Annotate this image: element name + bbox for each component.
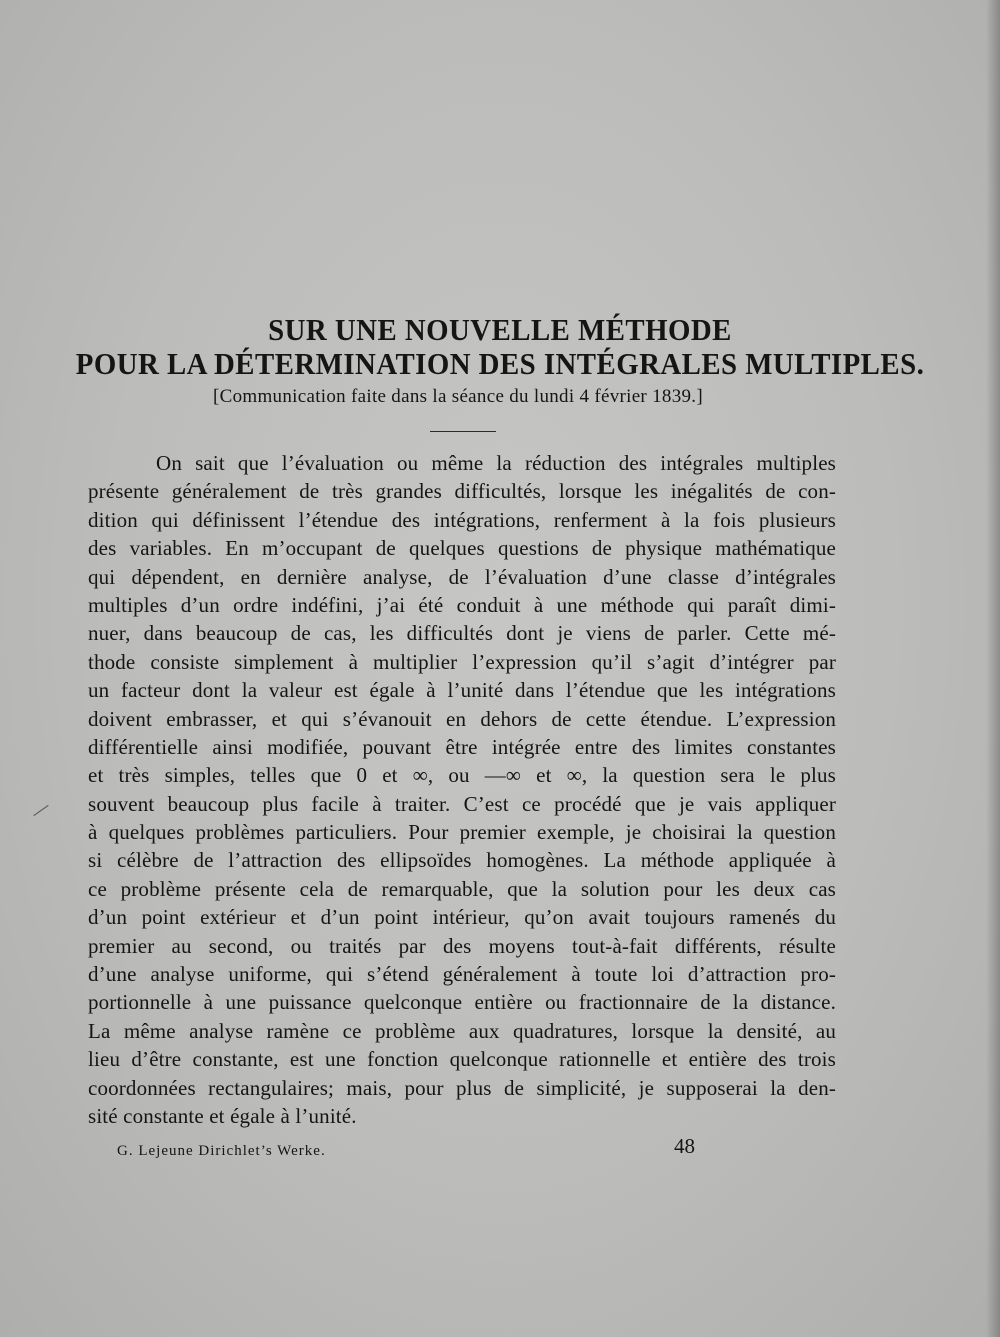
body-line: d’une analyse uniforme, qui s’étend généralement à toute loi d’attraction pro- (88, 962, 836, 987)
body-line: d’un point extérieur et d’un point intérieur, qu’on avait toujours ramenés du (88, 905, 836, 930)
body-line: premier au second, ou traités par des moyens tout-à-fait différents, résulte (88, 933, 836, 958)
body-line: nuer, dans beaucoup de cas, les difficultés dont je viens de parler. Cette mé- (88, 621, 836, 646)
footer-page-number: 48 (674, 1134, 695, 1158)
body-line: multiples d’un ordre indéfini, j’ai été conduit à une méthode qui paraît dimi- (88, 592, 836, 617)
body-line: ce problème présente cela de remarquable, que la solution pour les deux cas (88, 876, 836, 901)
footer-signature: G. Lejeune Dirichlet’s Werke. (117, 1143, 326, 1159)
subtitle: [Communication faite dans la séance du lundi 4 février 1839.] (213, 386, 703, 407)
body-line: qui dépendent, en dernière analyse, de l’évaluation d’une classe d’intégrales (88, 564, 836, 589)
body-line: On sait que l’évaluation ou même la réduction des intégrales multiples (156, 451, 836, 475)
title-line-2: POUR LA DÉTERMINATION DES INTÉGRALES MULTIPLES. (75, 346, 925, 381)
title-line-1: SUR UNE NOUVELLE MÉTHODE (268, 312, 732, 347)
body-line: un facteur dont la valeur est égale à l’unité dans l’étendue que les intégrations (88, 678, 836, 703)
divider-rule (430, 431, 496, 432)
body-line: et très simples, telles que 0 et ∞, ou —∞ et ∞, la question sera le plus (88, 763, 836, 788)
body-line: présente généralement de très grandes difficultés, lorsque les inégalités de con- (88, 479, 836, 504)
body-line: portionnelle à une puissance quelconque entière ou fractionnaire de la distance. (88, 990, 836, 1015)
body-line: souvent beaucoup plus facile à traiter. C’est ce procédé que je vais appliquer (88, 791, 836, 816)
page-edge-shadow (986, 0, 1000, 1337)
body-line: si célèbre de l’attraction des ellipsoïdes homogènes. La méthode appliquée à (88, 848, 836, 873)
body-line: lieu d’être constante, est une fonction quelconque rationnelle et entière des trois (88, 1047, 836, 1072)
body-line: des variables. En m’occupant de quelques questions de physique mathématique (88, 536, 836, 561)
body-line: sité constante et égale à l’unité. (88, 1103, 357, 1128)
body-line: à quelques problèmes particuliers. Pour premier exemple, je choisirai la question (88, 820, 836, 845)
body-line: coordonnées rectangulaires; mais, pour plus de simplicité, je supposerai la den- (88, 1075, 836, 1100)
body-line: thode consiste simplement à multiplier l’expression qu’il s’agit d’intégrer par (88, 649, 836, 674)
margin-mark (33, 805, 48, 816)
body-line: La même analyse ramène ce problème aux quadratures, lorsque la densité, au (88, 1018, 836, 1043)
body-line: différentielle ainsi modifiée, pouvant être intégrée entre des limites constantes (88, 734, 836, 759)
body-line: dition qui définissent l’étendue des intégrations, renferment à la fois plusieurs (88, 507, 836, 532)
body-line: doivent embrasser, et qui s’évanouit en dehors de cette étendue. L’expression (88, 706, 836, 731)
body-text (88, 449, 836, 1130)
